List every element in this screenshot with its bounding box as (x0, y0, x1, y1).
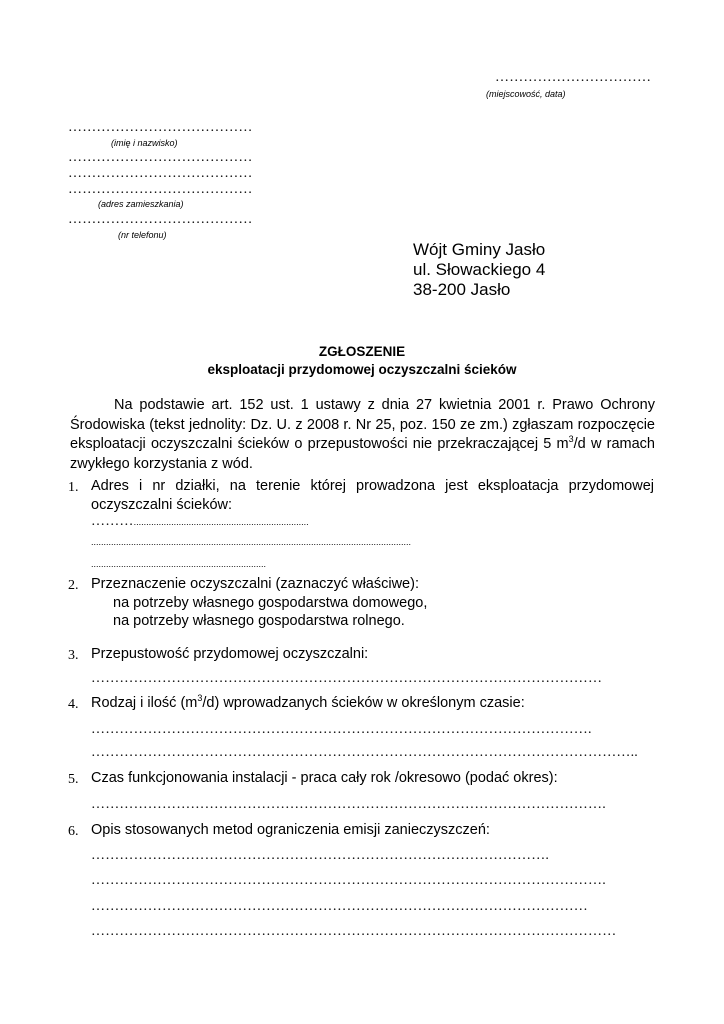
item-4-text-before: Rodzaj i ilość (m (91, 695, 198, 711)
item-2-line-1: Przeznaczenie oczyszczalni (zaznaczyć właściwe): (91, 576, 419, 592)
item-1-line-1: Adres i nr działki, na terenie której prowadzona jest eksploatacja przydomowej (91, 478, 654, 494)
intro-text-after: /d w ramach zwykłego korzystania z wód. (70, 436, 655, 472)
document-title: ZGŁOSZENIE (318, 344, 406, 359)
document-subtitle: eksploatacji przydomowej oczyszczalni ścieków (207, 362, 517, 377)
name-caption: (imię i nazwisko) (111, 138, 178, 148)
item-3-number: 3. (68, 648, 79, 663)
item-2-option-farm[interactable]: na potrzeby własnego gospodarstwa rolnego. (113, 613, 405, 629)
item-1-field-3[interactable]: ...................................................................... (91, 559, 267, 569)
address-field-3[interactable]: ………………………………… (68, 182, 253, 197)
recipient-line-3: 38-200 Jasło (413, 280, 511, 299)
item-6-field-1[interactable]: ……………………………………………………………………………………. (91, 848, 550, 863)
item-3-field-1[interactable]: ……………………………………………………………………………………………… (91, 671, 603, 686)
address-field-1[interactable]: ………………………………… (68, 150, 253, 165)
place-date-field[interactable]: …………………………… (495, 70, 652, 85)
item-1-dots-big: ……… (91, 514, 134, 529)
intro-text-before: Na podstawie art. 152 ust. 1 ustawy z dnia 27 kwietnia 2001 r. Prawo Ochrony Środowiska (tekst jednolity: Dz. U. z 2008 r. Nr 25, poz. 150 ze zm.) zgłaszam rozpoczęcie eksploatacji oczyszczalni ścieków o przepustowości nie przekraczającej 5 m (70, 397, 655, 452)
address-caption: (adres zamieszkania) (98, 199, 184, 209)
item-6-field-3[interactable]: …………………………………………………………………………………………… (91, 899, 588, 914)
item-6-number: 6. (68, 824, 79, 839)
name-field[interactable]: ………………………………… (68, 120, 253, 135)
item-4-field-1[interactable]: ……………………………………………………………………………………………. (91, 722, 592, 737)
item-5-field-1[interactable]: ………………………………………………………………………………………………. (91, 797, 606, 812)
phone-caption: (nr telefonu) (118, 230, 167, 240)
item-4-field-2[interactable]: …………………………………………………………………………………………………….. (91, 745, 638, 760)
recipient-line-2: ul. Słowackiego 4 (413, 260, 546, 279)
item-3-line-1: Przepustowość przydomowej oczyszczalni: (91, 646, 369, 662)
item-1-line-2: oczyszczalni ścieków: (91, 497, 233, 513)
item-1-field-2[interactable]: ................................................................................................................................ (91, 537, 412, 547)
item-5-number: 5. (68, 772, 79, 787)
recipient-line-1: Wójt Gminy Jasło (413, 240, 546, 259)
place-date-caption: (miejscowość, data) (486, 89, 566, 99)
address-field-2[interactable]: ………………………………… (68, 166, 253, 181)
intro-paragraph (70, 396, 655, 474)
item-1-dots-small-1: ...................................................................... (133, 517, 309, 527)
item-1-number: 1. (68, 480, 79, 495)
item-6-field-2[interactable]: ………………………………………………………………………………………………. (91, 873, 606, 888)
phone-field[interactable]: ………………………………… (68, 212, 253, 227)
item-5-line-1: Czas funkcjonowania instalacji - praca cały rok /okresowo (podać okres): (91, 770, 558, 786)
item-2-number: 2. (68, 578, 79, 593)
intro-sup: 3 (568, 434, 574, 445)
item-4-line-1 (91, 695, 525, 711)
item-6-field-4[interactable]: ………………………………………………………………………………………………… (91, 924, 617, 939)
item-2-option-household[interactable]: na potrzeby własnego gospodarstwa domowego, (113, 595, 428, 611)
item-4-text-after: /d) wprowadzanych ścieków w określonym czasie: (202, 695, 525, 711)
item-4-number: 4. (68, 697, 79, 712)
item-6-line-1: Opis stosowanych metod ograniczenia emisji zanieczyszczeń: (91, 822, 490, 838)
item-4-sup: 3 (197, 693, 203, 704)
item-1-field-1[interactable] (91, 512, 309, 530)
